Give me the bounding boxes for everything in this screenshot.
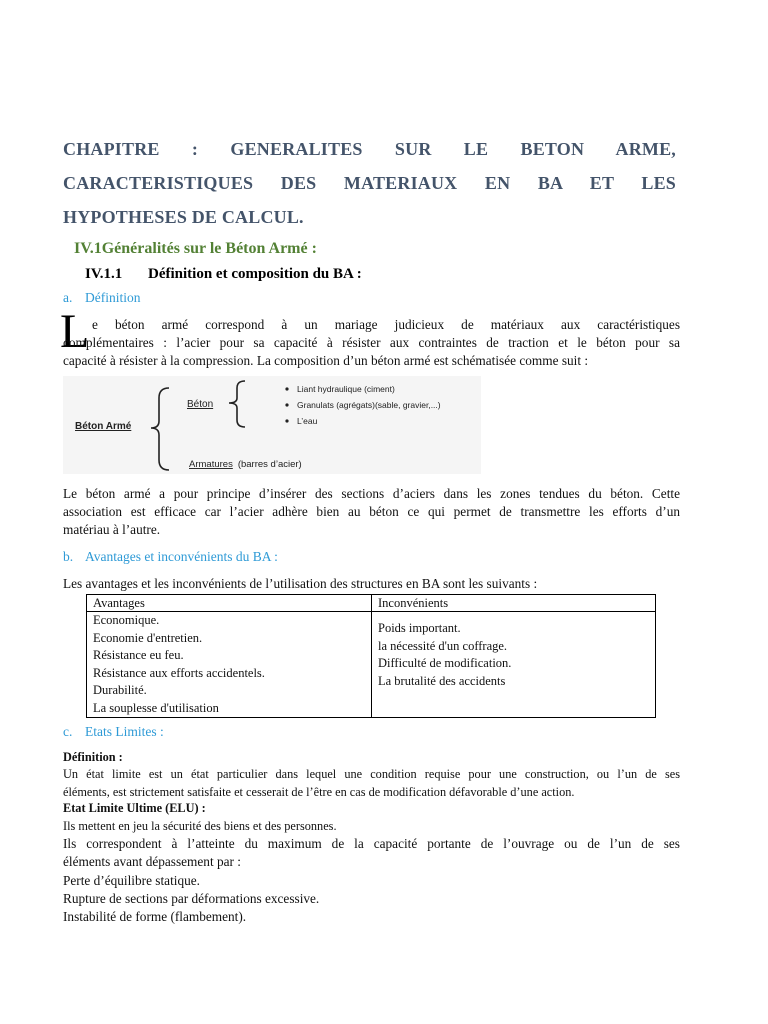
text-line: éléments avant dépassement par : (63, 854, 241, 869)
subheading-advantages (63, 549, 278, 565)
text-line: e béton armé correspond à un mariage judicieux de matériaux aux caractéristiques (92, 317, 680, 332)
text-line: association est efficace car l’acier adhère bien au béton ce qui permet de transmettre les efforts d’un (63, 504, 680, 519)
subheading-letter: a. (63, 290, 73, 305)
text-line: Le béton armé a pour principe d’insérer des sections d’aciers dans les zones tendues du béton. Cette (63, 486, 680, 501)
table-header-row (87, 595, 656, 612)
list-item: Perte d’équilibre statique. (63, 873, 200, 888)
diagram-component: Liant hydraulique (ciment) (297, 384, 395, 394)
subheading-title: Etats Limites : (85, 724, 164, 739)
drop-cap: L (60, 305, 90, 358)
subheading-letter: c. (63, 724, 73, 739)
chapter-title-line: CHAPITRE : GENERALITES SUR LE BETON ARME, (63, 139, 676, 159)
list-item: Instabilité de forme (flambement). (63, 909, 247, 924)
diagram-root-label: Béton Armé (75, 421, 132, 432)
diagram-component: L’eau (297, 416, 318, 426)
elu-line: Ils mettent en jeu la sécurité des biens et des personnes. (63, 819, 337, 833)
table-intro: Les avantages et les inconvénients de l’utilisation des structures en BA sont les suivants : (63, 576, 538, 591)
text-line: matériau à l’autre. (63, 522, 161, 537)
list-item: Difficulté de modification. (378, 656, 512, 670)
list-item: Résistance eu feu. (93, 648, 184, 662)
text-line: Ils correspondent à l’atteinte du maximum de la capacité portante de l’ouvrage ou de l’un de ses (63, 836, 680, 851)
list-item: Economique. (93, 613, 160, 627)
list-item: Economie d'entretien. (93, 630, 203, 645)
advantages-cell (87, 612, 372, 718)
text-line: capacité à résister à la compression. La composition d’un béton armé est schématisée comme suit : (63, 353, 589, 368)
subsection-number: IV.1.1 (85, 266, 123, 282)
text-line: Un état limite est un état particulier dans lequel une condition requise pour une construction, ou l’un de ses (63, 767, 680, 781)
composition-diagram (63, 376, 481, 474)
list-item: La brutalité des accidents (378, 673, 506, 688)
subheading-title: Définition (85, 290, 141, 305)
table-header-disadvantages: Inconvénients (372, 595, 656, 612)
text-line: complémentaires : l’acier pour sa capacité à résister aux contraintes de traction et le béton pour sa (63, 335, 680, 350)
chapter-title-line: CARACTERISTIQUES DES MATERIAUX EN BA ET LES (63, 173, 676, 193)
advantages-table (86, 594, 656, 718)
diagram-armatures-label: Armatures (barres d’acier) (189, 459, 302, 470)
list-item: Durabilité. (93, 683, 147, 697)
list-item: La souplesse d'utilisation (93, 700, 219, 715)
intro-first-line (92, 316, 680, 334)
subheading-letter: b. (63, 549, 74, 564)
list-item: Rupture de sections par déformations excessive. (63, 891, 320, 906)
bullet-icon (285, 419, 288, 422)
subheading-limit-states (63, 724, 164, 740)
chapter-title-line: HYPOTHESES DE CALCUL. (63, 207, 304, 227)
subsection-title: Définition et composition du BA : (148, 266, 362, 282)
section-heading: IV.1Généralités sur le Béton Armé : (74, 240, 317, 257)
definition-paragraph (63, 765, 680, 801)
text-line: éléments, est strictement satisfaite et cesserait de l’être en cas de modification défavorable d’une action. (63, 785, 575, 799)
subheading-definition (63, 290, 141, 306)
table-header-advantages: Avantages (87, 595, 372, 612)
bullet-icon (285, 387, 288, 390)
list-item: Résistance aux efforts accidentels. (93, 665, 265, 680)
list-item: la nécessité d'un coffrage. (378, 638, 508, 653)
definition-label: Définition : (63, 750, 123, 764)
intro-paragraph (63, 334, 680, 370)
diagram-component: Granulats (agrégats)(sable, gravier,...) (297, 400, 441, 410)
composition-diagram-svg (63, 376, 481, 474)
chapter-title (63, 132, 676, 234)
elu-paragraph (63, 835, 680, 871)
bullet-icon (285, 403, 288, 406)
principle-paragraph (63, 485, 680, 539)
table-row (87, 612, 656, 718)
diagram-beton-label: Béton (187, 399, 214, 410)
list-item: Poids important. (378, 621, 461, 635)
main-brace (151, 388, 169, 470)
beton-brace (229, 381, 245, 427)
disadvantages-cell (372, 612, 656, 718)
subheading-title: Avantages et inconvénients du BA : (85, 549, 278, 564)
elu-label: Etat Limite Ultime (ELU) : (63, 801, 206, 815)
subsection-heading (85, 266, 362, 283)
elu-list (63, 872, 680, 926)
